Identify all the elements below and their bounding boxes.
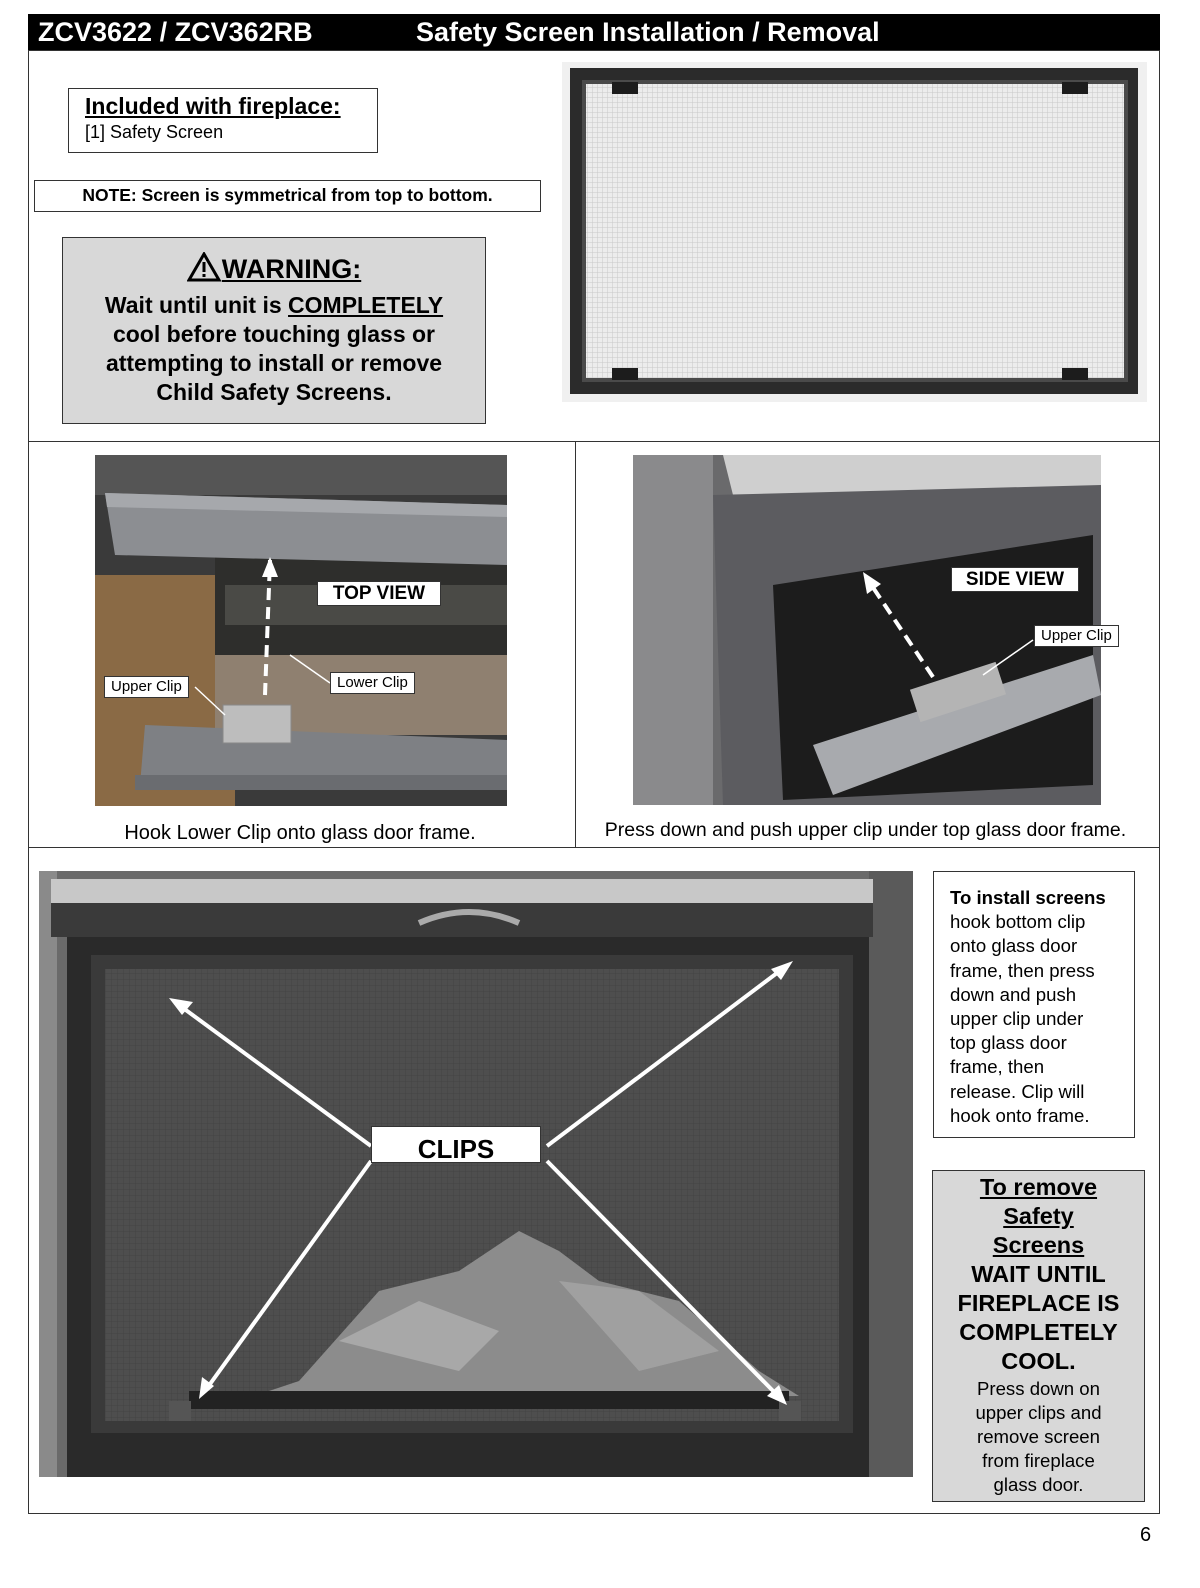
remove-heading: To remove xyxy=(979,1174,1098,1200)
section-divider xyxy=(28,847,1160,848)
model-number: ZCV3622 / ZCV362RB xyxy=(38,17,313,47)
install-heading: To install screens xyxy=(950,887,1106,908)
warning-title: WARNING: xyxy=(63,252,485,285)
top-view-caption: Hook Lower Clip onto glass door frame. xyxy=(124,822,476,844)
upper-clip-label: Upper Clip xyxy=(104,676,189,698)
section-divider xyxy=(575,441,576,848)
emphasis-completely: COMPLETELY xyxy=(288,292,444,318)
note-box: NOTE: Screen is symmetrical from top to bottom. xyxy=(34,180,541,212)
clips-label: CLIPS xyxy=(371,1126,541,1163)
remove-instructions-box: To remove Safety Screens WAIT UNTIL FIREPLACE IS COMPLETELY COOL. Press down on upper clips and remove screen from fireplace glass door. xyxy=(932,1170,1145,1502)
page-number: 6 xyxy=(1140,1524,1152,1546)
side-view-label: SIDE VIEW xyxy=(951,567,1079,592)
section-divider xyxy=(28,441,1160,442)
safety-screen-photo xyxy=(562,62,1147,402)
included-box xyxy=(68,88,378,153)
warning-triangle-icon xyxy=(187,252,221,282)
warning-text: Wait until unit is COMPLETELY cool before touching glass or attempting to install or remove Child Safety Screens. xyxy=(104,292,444,405)
top-view-label: TOP VIEW xyxy=(317,581,441,606)
lower-clip-label: Lower Clip xyxy=(330,672,415,694)
installed-screen-photo xyxy=(39,871,913,1477)
side-view-photo xyxy=(633,455,1101,805)
upper-clip-label: Upper Clip xyxy=(1034,625,1119,647)
header-bar xyxy=(28,14,1160,50)
included-heading: Included with fireplace: xyxy=(85,93,341,119)
page-title: Safety Screen Installation / Removal xyxy=(416,17,880,47)
included-item: [1] Safety Screen xyxy=(85,122,224,142)
remove-warning: WAIT UNTIL xyxy=(971,1261,1106,1287)
install-instructions-box: To install screens hook bottom clip onto glass door frame, then press down and push upper clip under top glass door frame, then release. Clip will hook onto frame. xyxy=(933,871,1135,1138)
side-view-caption: Press down and push upper clip under top glass door frame. xyxy=(604,819,1127,841)
warning-box xyxy=(62,237,486,424)
top-view-photo xyxy=(95,455,507,806)
remove-steps: Press down on upper clips and remove screen from fireplace glass door. xyxy=(975,1378,1102,1495)
